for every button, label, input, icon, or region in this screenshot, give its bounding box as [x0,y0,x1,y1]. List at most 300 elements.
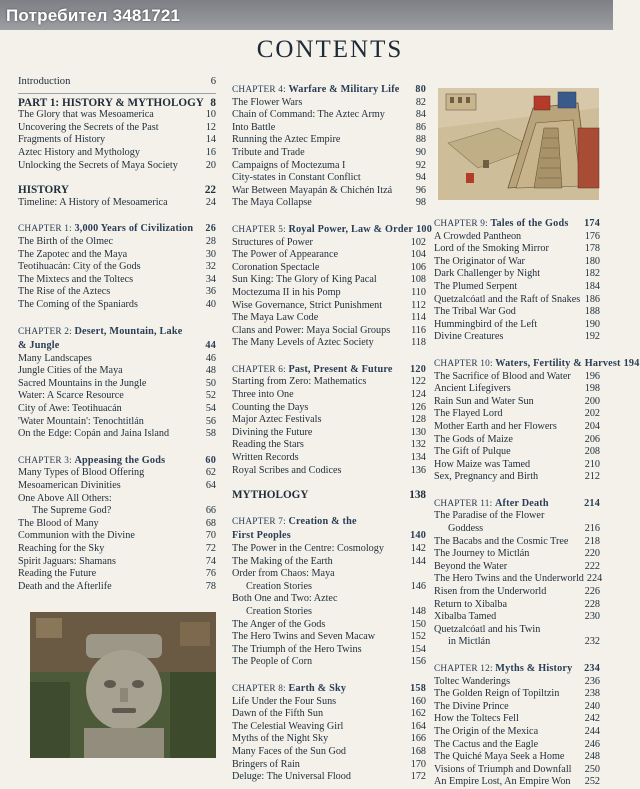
page-number [423,516,426,529]
entry-title: Visions of Triumph and Downfall [434,763,572,775]
toc-entry[interactable] [18,274,216,287]
page-number: 192 [584,331,600,343]
entry-title: Creation Stories [246,605,312,617]
page-number: 208 [584,446,600,458]
chapter-label: CHAPTER 2: [18,326,72,337]
page-number: 122 [410,376,426,388]
page-number: 170 [410,758,426,770]
toc-entry[interactable] [434,713,600,726]
toc-entry-continued[interactable] [434,523,600,536]
toc-entry[interactable] [232,402,426,415]
contents-column-middle [232,82,433,784]
toc-entry[interactable] [232,593,426,606]
page-number: 252 [584,776,600,788]
chapter-title: & Jungle [18,340,60,352]
page-number: 194 [623,357,640,369]
page-number: 92 [415,159,426,171]
toc-entry[interactable] [18,134,216,147]
page-number: 234 [584,663,600,674]
toc-entry[interactable] [18,581,216,594]
entry-title: Quetzalcóatl and his Twin [434,623,541,635]
entry-title: The Maya Law Code [232,312,319,324]
toc-entry[interactable] [232,759,426,772]
page-number: 236 [584,675,600,687]
entry-title: The Flower Wars [232,96,303,108]
page-number: 80 [415,84,426,95]
toc-entry[interactable] [18,147,216,160]
toc-entry[interactable] [434,726,600,739]
toc-entry[interactable] [232,543,426,556]
toc-entry[interactable] [18,467,216,480]
entry-title: The Anger of the Gods [232,618,326,630]
toc-entry[interactable] [232,237,426,250]
chapter-title: Appeasing the Gods [74,454,166,466]
toc-entry[interactable] [232,556,426,569]
entry-title: The Zapotec and the Maya [18,248,128,260]
entry-title: Both One and Two: Aztec [232,593,338,605]
entry-title [232,530,291,543]
toc-entry[interactable] [434,319,600,332]
toc-entry[interactable] [434,611,600,624]
toc-entry[interactable] [232,746,426,759]
page-number: 90 [415,146,426,158]
entry-title: Sex, Pregnancy and Birth [434,471,539,483]
toc-entry[interactable] [434,561,600,574]
toc-entry[interactable] [18,249,216,262]
page-number: 28 [205,235,216,247]
entry-title: The Power of Appearance [232,249,339,261]
toc-entry[interactable] [232,337,426,350]
toc-entry[interactable] [232,97,426,110]
page-number: 248 [584,751,600,763]
toc-entry[interactable] [232,568,426,581]
chapter-label: CHAPTER 6: [232,364,286,375]
entry-title: Royal Scribes and Codices [232,464,342,476]
toc-entry[interactable] [434,471,600,484]
toc-entry[interactable] [232,274,426,287]
entry-title: The Birth of the Olmec [18,235,114,247]
toc-entry[interactable] [434,243,600,256]
toc-entry-continued[interactable] [232,581,426,594]
toc-entry-continued[interactable] [434,636,600,649]
page-number [423,568,426,581]
chapter-heading[interactable] [232,364,426,377]
chapter-label: CHAPTER 5: [232,224,286,235]
toc-entry[interactable] [434,383,600,396]
toc-entry[interactable] [18,299,216,312]
toc-entry[interactable] [18,365,216,378]
entry-title: Divine Creatures [434,331,504,343]
toc-entry[interactable] [18,428,216,441]
toc-entry[interactable] [232,644,426,657]
temple-illustration [438,88,599,200]
chapter-title: 3,000 Years of Civilization [74,223,194,235]
entry-title: City of Awe: Teotihuacán [18,403,122,415]
toc-entry[interactable] [232,312,426,325]
toc-entry[interactable] [434,371,600,384]
page-number: 108 [410,274,426,286]
entry-title: A Crowded Pantheon [434,230,522,242]
page-number: 244 [584,725,600,737]
toc-entry[interactable] [232,160,426,173]
chapter-heading[interactable] [18,455,216,468]
toc-entry[interactable] [434,306,600,319]
entry-title: The Tribal War God [434,306,516,318]
toc-entry[interactable] [232,427,426,440]
entry-title: Many Faces of the Sun God [232,745,347,757]
entry-title: War Between Mayapán & Chichén Itzá [232,184,393,196]
page-number: 114 [411,312,426,324]
toc-entry[interactable] [232,721,426,734]
chapter-label: CHAPTER 7: [232,516,286,527]
chapter-heading[interactable] [232,683,426,696]
toc-entry[interactable] [232,287,426,300]
chapter-heading-cont[interactable] [18,340,216,353]
entry-title: The Plumed Serpent [434,280,518,292]
page-number: 146 [410,580,426,592]
toc-entry[interactable] [434,256,600,269]
page-number: 220 [584,548,600,560]
entry-title: Order from Chaos: Maya [232,568,335,580]
toc-entry[interactable] [434,586,600,599]
toc-entry[interactable] [232,197,426,210]
entry-title: The Golden Reign of Topiltzin [434,688,560,700]
entry-title: Beyond the Water [434,560,508,572]
entry-title: Timeline: A History of Mesoamerica [18,196,168,208]
toc-entry[interactable] [18,403,216,416]
entry-title: The Divine Prince [434,700,509,712]
toc-entry[interactable] [18,236,216,249]
toc-entry[interactable] [434,396,600,409]
entry-title: 'Water Mountain': Tenochtitlán [18,415,144,427]
entry-title: Risen from the Underworld [434,586,547,598]
page-number: 100 [416,223,433,235]
page-number: 98 [415,197,426,209]
temple-illustration-graphic [438,88,599,200]
entry-title: The Glory that was Mesoamerica [18,109,154,121]
entry-title: An Empire Lost, An Empire Won [434,776,571,788]
entry-title: The Hero Twins and Seven Macaw [232,631,376,643]
chapter-heading-cont[interactable] [232,530,426,543]
toc-entry[interactable] [434,294,600,307]
chapter-heading[interactable] [232,223,433,237]
page-number: 24 [205,196,216,208]
entry-title: Return to Xibalba [434,598,507,610]
toc-entry[interactable] [434,421,600,434]
toc-entry[interactable] [434,231,600,244]
entry-title: Counting the Days [232,401,309,413]
toc-entry[interactable] [232,185,426,198]
page-number: 152 [410,631,426,643]
toc-entry[interactable] [434,573,603,586]
toc-entry[interactable] [232,249,426,262]
toc-entry[interactable] [232,134,426,147]
toc-entry[interactable] [232,147,426,160]
entry-title: Many Landscapes [18,352,92,364]
toc-entry[interactable] [434,446,600,459]
entry-title: Campaigns of Moctezuma I [232,159,346,171]
page-number: 44 [205,340,216,352]
toc-entry[interactable] [18,390,216,403]
chapter-title: Tales of the Gods [490,218,569,229]
chapter-heading[interactable] [232,516,426,529]
page-number: 16 [205,146,216,158]
chapter-title: First Peoples [232,530,291,542]
chapter-heading[interactable] [434,218,600,231]
toc-entry[interactable] [232,452,426,465]
toc-entry[interactable] [434,599,600,612]
entry-title: Sacred Mountains in the Jungle [18,377,147,389]
page-number: 84 [415,109,426,121]
page-number: 196 [584,370,600,382]
page-number: 198 [584,383,600,395]
chapter-title: Royal Power, Law & Order [288,223,414,235]
section-gap [434,484,600,496]
page-number: 138 [409,489,426,502]
chapter-title: Waters, Fertility & Harvest [495,357,621,369]
chapter-label: CHAPTER 1: [18,224,72,235]
toc-entry[interactable] [434,624,600,637]
toc-entry[interactable] [434,331,600,344]
entry-title [18,340,60,353]
chapter-heading[interactable] [434,357,640,371]
page-number: 154 [410,643,426,655]
toc-entry[interactable] [232,696,426,709]
toc-entry[interactable] [232,619,426,632]
toc-entry[interactable] [18,122,216,135]
page-number: 158 [410,682,426,694]
page-number: 184 [584,280,600,292]
chapter-label: CHAPTER 12: [434,664,493,674]
toc-entry[interactable] [434,459,600,472]
page-number: 82 [415,96,426,108]
page-number: 22 [204,184,216,197]
contents-column-right [434,216,640,789]
toc-entry[interactable] [18,353,216,366]
entry-title: Many Types of Blood Offering [18,467,145,479]
page-number: 134 [410,452,426,464]
page-number [423,593,426,606]
toc-entry[interactable] [232,389,426,402]
toc-entry[interactable] [232,656,426,669]
page-number: 144 [410,555,426,567]
entry-title: The Power in the Centre: Cosmology [232,543,384,554]
page-number: 162 [410,708,426,720]
toc-entry[interactable] [18,518,216,531]
page-number: 118 [411,337,426,349]
toc-entry-continued[interactable] [232,606,426,619]
page-number: 124 [410,389,426,401]
entry-title [434,498,549,511]
toc-entry[interactable] [18,197,216,210]
page-number [597,624,600,637]
page-number: 172 [410,771,426,783]
toc-entry[interactable] [434,701,600,714]
toc-entry[interactable] [232,122,426,135]
page-number: 186 [584,293,600,305]
entry-title [18,326,182,339]
entry-title: Aztec History and Mythology [18,146,140,158]
divider [18,93,216,94]
section-gap [232,669,426,681]
contents-column-left [18,76,216,593]
toc-entry[interactable] [434,751,600,764]
page-number: 128 [410,414,426,426]
toc-entry[interactable] [18,160,216,173]
page-number: 180 [584,255,600,267]
toc-entry[interactable] [18,493,216,506]
chapter-heading[interactable] [232,84,426,97]
toc-entry[interactable] [434,510,600,523]
page-number [213,493,216,506]
entry-title: Into Battle [232,121,276,133]
entry-title: The Journey to Mictlán [434,548,530,560]
toc-entry[interactable] [232,172,426,185]
chapter-heading[interactable] [434,663,600,676]
chapter-heading[interactable] [434,498,600,511]
toc-entry[interactable] [434,764,600,777]
page-number: 168 [410,745,426,757]
stone-sculpture-photo [30,612,216,758]
chapter-heading[interactable] [18,223,216,236]
toc-entry[interactable] [232,771,426,784]
page-number: 88 [415,134,426,146]
toc-entry[interactable] [434,434,600,447]
toc-entry[interactable] [232,439,426,452]
toc-entry[interactable] [232,262,426,275]
page-number: 110 [411,286,426,298]
page-number: 140 [410,530,426,542]
page-number: 226 [584,586,600,598]
page-number: 238 [584,688,600,700]
entry-title: Clans and Power: Maya Social Groups [232,324,391,336]
page-number: 224 [586,573,603,585]
entry-title: MYTHOLOGY [232,489,309,502]
page-number: 94 [415,172,426,184]
chapter-label: CHAPTER 11: [434,498,493,509]
chapter-label: CHAPTER 10: [434,358,493,369]
entry-title: Reaching for the Sky [18,543,105,554]
toc-entry[interactable] [232,325,426,338]
entry-title: Divining the Future [232,426,313,438]
toc-entry[interactable] [18,530,216,543]
page-number: 136 [410,464,426,476]
toc-entry-continued[interactable] [18,505,216,518]
page-number: 40 [205,298,216,310]
toc-entry[interactable] [18,568,216,581]
toc-entry[interactable] [434,688,600,701]
page-number [597,510,600,523]
part-heading[interactable] [18,184,216,197]
toc-entry[interactable] [232,376,426,389]
toc-entry[interactable] [232,708,426,721]
toc-entry[interactable] [232,733,426,746]
page-number: 112 [411,299,426,311]
page-number: 250 [584,763,600,775]
part-heading[interactable] [18,97,216,110]
page-number: 222 [584,560,600,572]
entry-title [434,218,568,231]
chapter-label: CHAPTER 4: [232,85,286,95]
entry-title: Mother Earth and her Flowers [434,420,557,432]
toc-entry[interactable] [18,543,216,556]
page-number: 212 [584,471,600,483]
toc-entry[interactable] [434,408,600,421]
entry-title: Tribute and Trade [232,146,305,158]
chapter-heading[interactable] [18,326,216,339]
toc-entry[interactable] [232,465,426,478]
toc-entry[interactable] [434,776,600,789]
toc-entry[interactable] [232,300,426,313]
section-gap [434,649,600,661]
toc-entry[interactable] [232,631,426,644]
page-number: 86 [415,121,426,133]
toc-entry[interactable] [18,109,216,122]
page-number: 228 [584,598,600,610]
page-number: 50 [205,377,216,389]
toc-entry[interactable] [434,536,600,549]
entry-title: Running the Aztec Empire [232,134,341,146]
page-number: 246 [584,738,600,750]
page-number: 12 [205,121,216,133]
entry-title: The Origin of the Mexica [434,725,539,737]
toc-entry[interactable] [434,548,600,561]
page-number: 202 [584,408,600,420]
toc-entry[interactable] [18,556,216,569]
entry-title: The Gift of Pulque [434,446,511,458]
page-number: 216 [584,523,600,535]
page-number: 34 [205,273,216,285]
page-number: 182 [584,268,600,280]
entry-title [434,663,572,676]
toc-entry[interactable] [18,378,216,391]
toc-entry-introduction[interactable] [18,76,216,89]
page-number: 6 [210,76,216,87]
toc-entry[interactable] [232,109,426,122]
chapter-title: Creation & the [288,515,357,527]
page-number: 160 [410,695,426,707]
toc-entry[interactable] [232,414,426,427]
entry-title [232,84,400,97]
page-number: 176 [584,230,600,242]
chapter-title: Warfare & Military Life [288,84,400,95]
toc-entry[interactable] [434,268,600,281]
entry-title: Spirit Jaguars: Shamans [18,555,116,567]
page-number: 66 [205,505,216,517]
page-number: 72 [205,543,216,554]
toc-entry[interactable] [18,261,216,274]
entry-title: The Maya Collapse [232,197,312,209]
page-title: CONTENTS [256,36,404,63]
entry-title: Sun King: The Glory of King Pacal [232,274,377,286]
entry-title: Goddess [448,523,484,535]
toc-entry[interactable] [434,739,600,752]
entry-title: The Originator of War [434,255,525,267]
toc-entry[interactable] [434,281,600,294]
entry-title: Dawn of the Fifth Sun [232,708,324,720]
page-number: 54 [205,403,216,415]
toc-entry[interactable] [434,676,600,689]
toc-entry[interactable] [18,286,216,299]
chapter-label: CHAPTER 8: [232,683,286,694]
part-heading[interactable] [232,489,426,502]
entry-title: City-states in Constant Conflict [232,172,361,184]
toc-entry[interactable] [18,416,216,429]
entry-title: Starting from Zero: Mathematics [232,376,367,388]
page-number: 52 [205,390,216,402]
toc-entry[interactable] [18,480,216,493]
entry-title: Moctezuma II in his Pomp [232,286,341,298]
